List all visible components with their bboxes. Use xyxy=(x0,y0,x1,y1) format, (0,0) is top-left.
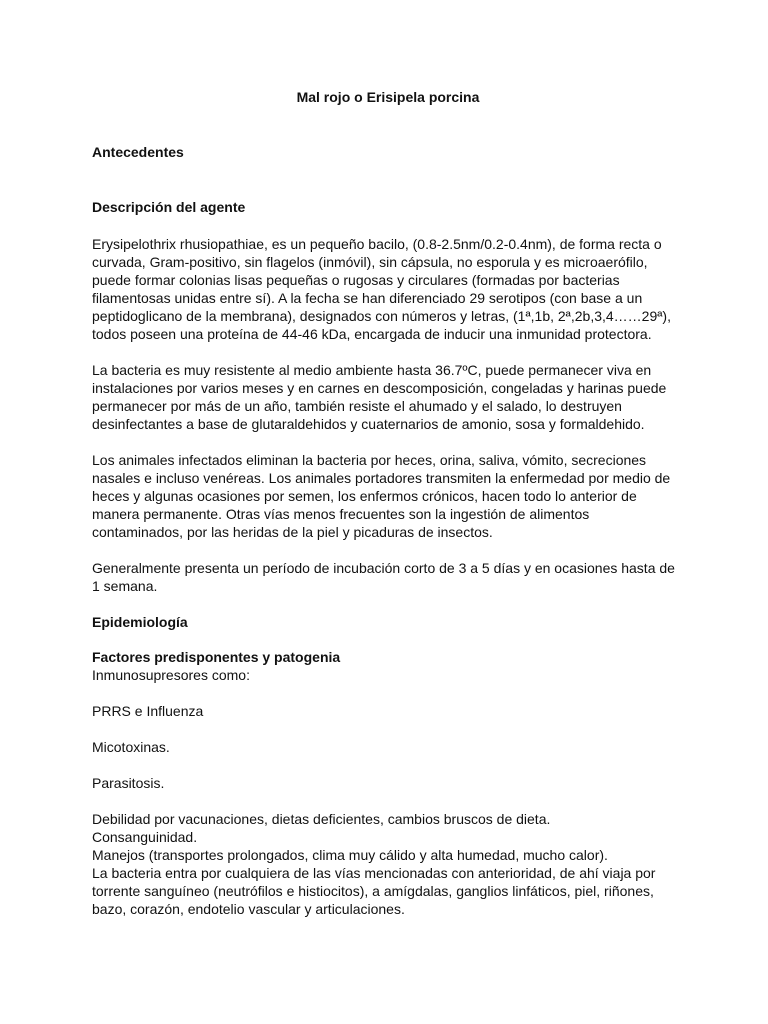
list-intro: Inmunosupresores como: xyxy=(92,667,250,683)
heading-antecedentes: Antecedentes xyxy=(92,144,184,160)
paragraph-incubation: Generalmente presenta un período de incubación corto de 3 a 5 días y en ocasiones hasta de 1 semana. xyxy=(92,560,675,594)
line-consanguinidad: Consanguinidad. xyxy=(92,829,198,845)
paragraph-patogenia: La bacteria entra por cualquiera de las vías mencionadas con anterioridad, de ahí viaja por torrente sanguíneo (neutrófilos e histiocitos), a amígdalas, ganglios linfáticos, piel, riñones, bazo, corazón, endotelio vascular y articulaciones. xyxy=(92,865,656,917)
heading-factores-predisponentes: Factores predisponentes y patogenia xyxy=(92,649,341,665)
heading-epidemiologia: Epidemiología xyxy=(92,614,188,630)
list-item-prrs: PRRS e Influenza xyxy=(92,703,204,719)
document-title: Mal rojo o Erisipela porcina xyxy=(296,89,480,105)
paragraph-agent-description: Erysipelothrix rhusiopathiae, es un pequeño bacilo, (0.8-2.5nm/0.2-0.4nm), de forma recta o curvada, Gram-positivo, sin flagelos (inmóvil), sin cápsula, no esporula y es microaerófilo, puede formar colonias lisas pequeñas o rugosas y circulares (formadas por bacterias filamentosas unidas entre sí). A la fecha se han diferenciado 29 serotipos (con base a un peptidoglicano de la membrana), designados con números y letras, (1ª,1b, 2ª,2b,3,4……29ª), todos poseen una proteína de 44-46 kDa, encargada de inducir una inmunidad protectora. xyxy=(92,236,671,342)
line-debilidad: Debilidad por vacunaciones, dietas deficientes, cambios bruscos de dieta. xyxy=(92,811,551,827)
document-page xyxy=(92,88,678,918)
list-item-parasitosis: Parasitosis. xyxy=(92,775,165,791)
line-manejos: Manejos (transportes prolongados, clima muy cálido y alta humedad, mucho calor). xyxy=(92,847,608,863)
paragraph-transmission: Los animales infectados eliminan la bacteria por heces, orina, saliva, vómito, secreciones nasales e incluso venéreas. Los animales portadores transmiten la enfermedad por medio de heces y algunas ocasiones por semen, los enfermos crónicos, hacen todo lo anterior de manera permanente. Otras vías menos frecuentes son la ingestión de alimentos contaminados, por las heridas de la piel y picaduras de insectos. xyxy=(92,452,671,540)
heading-descripcion-agente: Descripción del agente xyxy=(92,199,246,215)
list-item-micotoxinas: Micotoxinas. xyxy=(92,739,170,755)
paragraph-resistance: La bacteria es muy resistente al medio ambiente hasta 36.7ºC, puede permanecer viva en instalaciones por varios meses y en carnes en descomposición, congeladas y harinas puede permanecer por más de un año, también resiste el ahumado y el salado, lo destruyen desinfectantes a base de glutaraldehidos y cuaternarios de amonio, sosa y formaldehido. xyxy=(92,362,667,432)
